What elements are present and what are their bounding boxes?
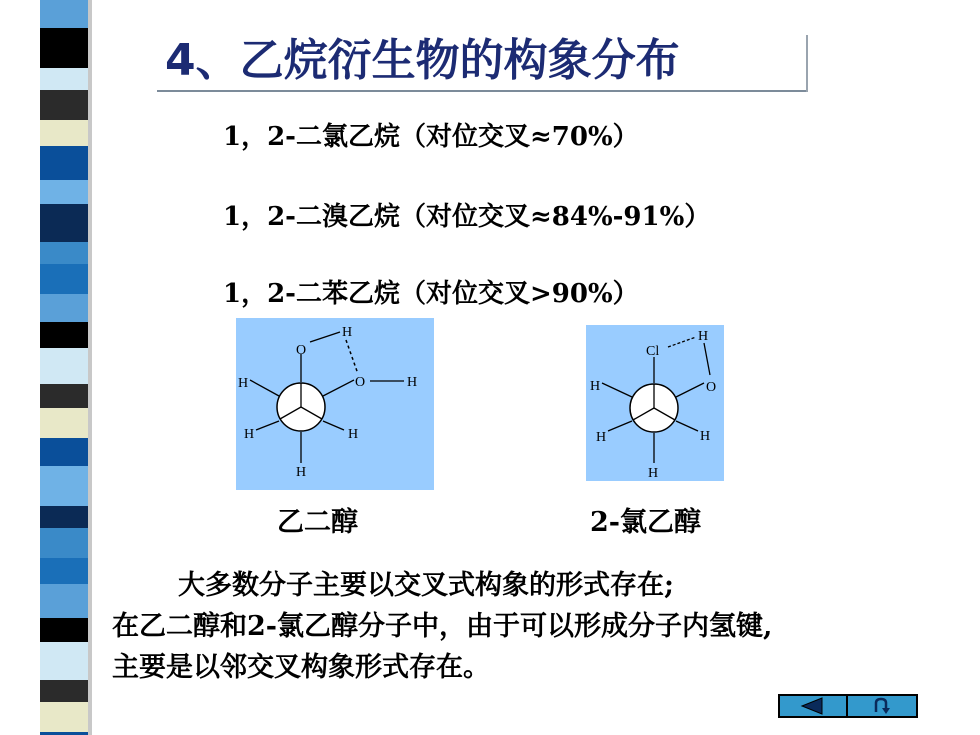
atom-h-bottom: H (296, 465, 307, 480)
atom-o-right: O (706, 380, 717, 395)
title-divider (806, 35, 808, 92)
atom-h-lower-left: H (596, 430, 607, 445)
text-line-dichloroethane: 1，2-二氯乙烷（对位交叉≈70%） (223, 122, 639, 152)
atom-h-lower-left: H (244, 427, 255, 442)
paragraph-line-3: 主要是以邻交叉构象形式存在。 (112, 652, 490, 683)
u-turn-icon (848, 696, 916, 716)
atom-h-lower-right: H (348, 427, 359, 442)
newman-diagram-ethylene-glycol (236, 318, 434, 490)
title-underline (157, 90, 807, 92)
atom-h-right: H (407, 375, 418, 390)
paragraph-line-2: 在乙二醇和2-氯乙醇分子中，由于可以形成分子内氢键, (112, 611, 773, 642)
paragraph-line-1: 大多数分子主要以交叉式构象的形式存在; (178, 570, 674, 601)
newman-diagram-2-chloroethanol (586, 325, 724, 481)
atom-o-right: O (355, 375, 366, 390)
text-line-diphenylethane: 1，2-二苯乙烷（对位交叉>90%） (223, 279, 639, 309)
page-title: 4、乙烷衍生物的构象分布 (165, 35, 680, 86)
atom-h-bottom: H (648, 466, 659, 481)
triangle-left-icon (780, 696, 848, 716)
text-line-dibromoethane: 1，2-二溴乙烷（对位交叉≈84%-91%） (223, 202, 711, 232)
caption-ethylene-glycol: 乙二醇 (277, 507, 358, 538)
atom-cl: Cl (646, 344, 660, 359)
decorative-side-bar (0, 0, 115, 735)
atom-h-lower-right: H (700, 429, 711, 444)
atom-o-front: O (296, 343, 307, 358)
atom-h-upper-left: H (238, 376, 249, 391)
previous-slide-button[interactable] (778, 694, 850, 718)
atom-h-top: H (698, 329, 709, 344)
atom-h-top: H (342, 325, 353, 340)
return-button[interactable] (846, 694, 918, 718)
atom-h-upper-left: H (590, 379, 601, 394)
caption-2-chloroethanol: 2-氯乙醇 (590, 507, 701, 538)
